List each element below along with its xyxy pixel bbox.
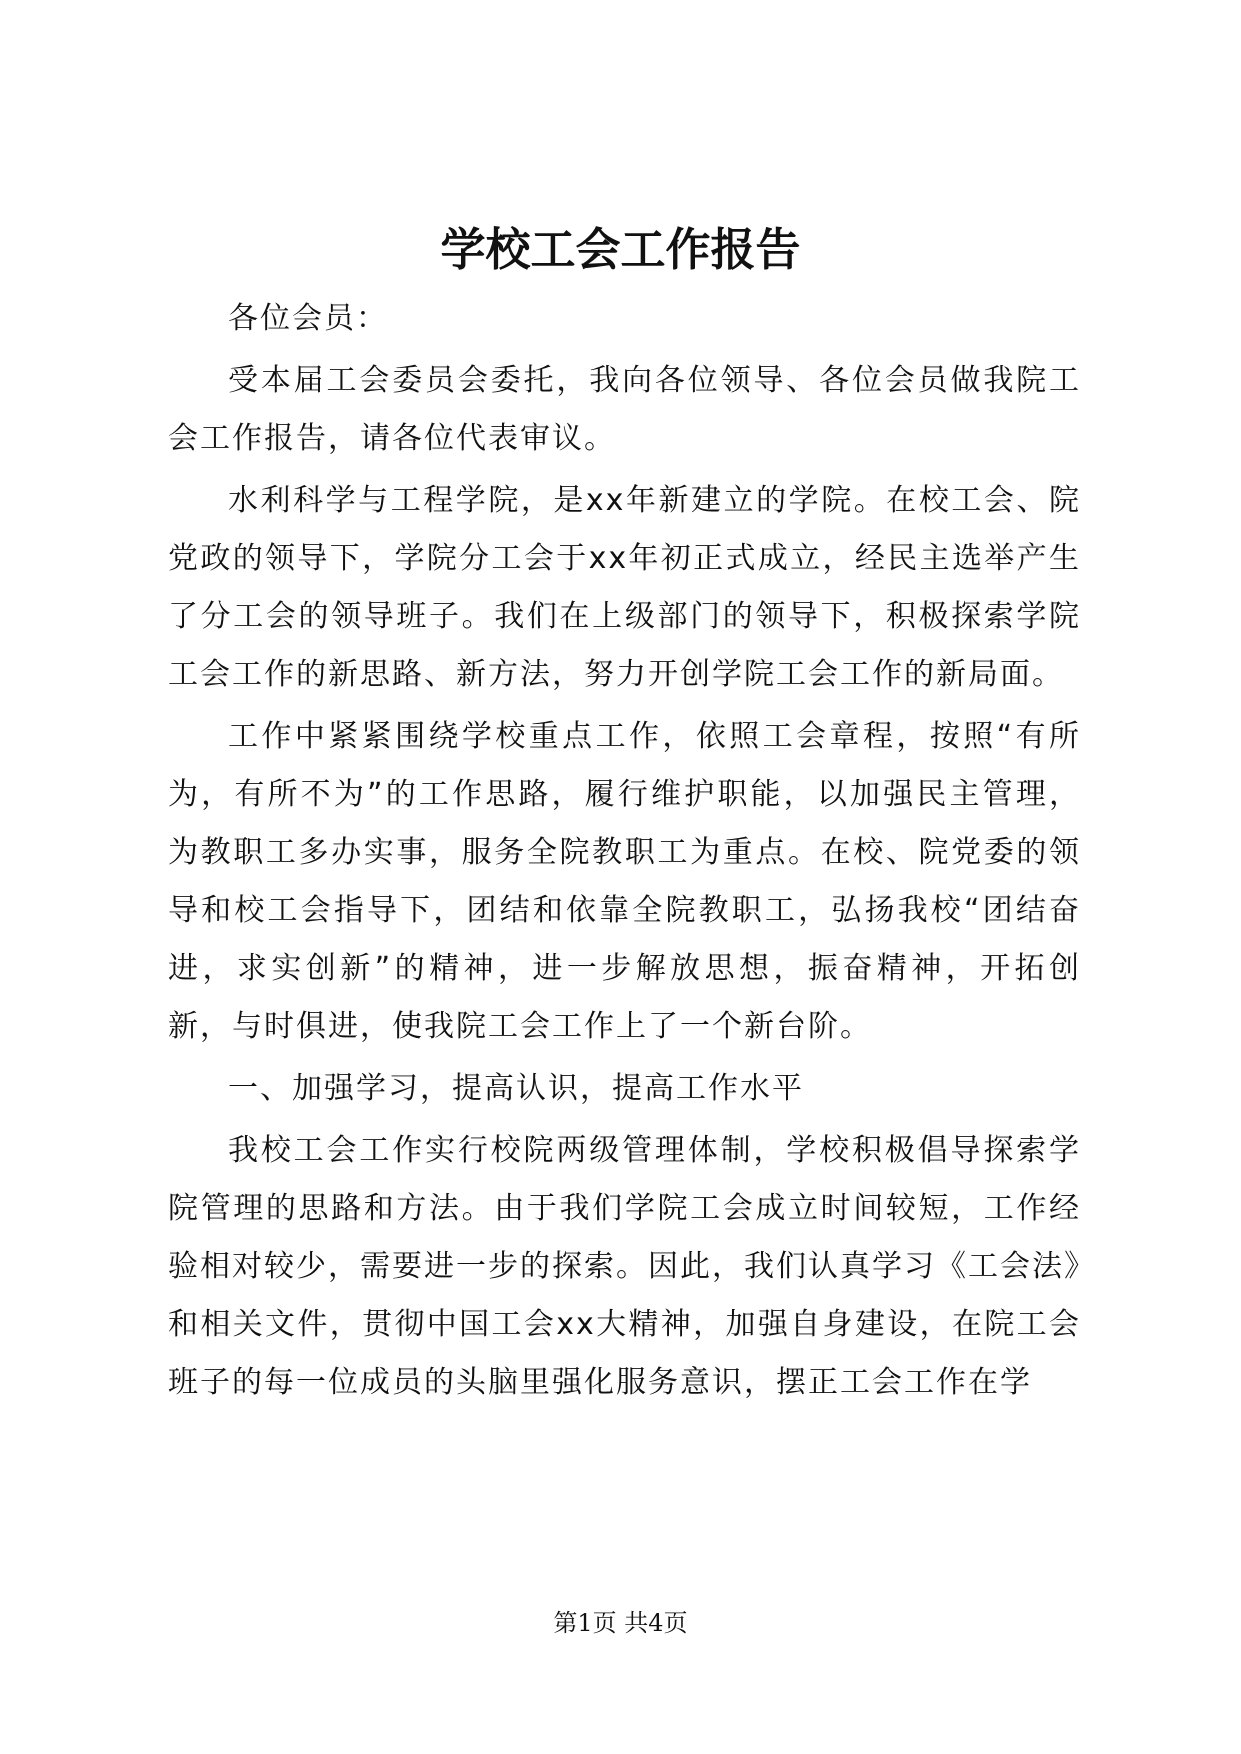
salutation: 各位会员： (228, 301, 388, 336)
document-title: 学校工会工作报告 (440, 223, 801, 276)
paragraph: 受本届工会委员会委托，我向各位领导、各位会员做我院工会工作报告，请各位代表审议。 (168, 363, 1081, 456)
paragraph: 我校工会工作实行校院两级管理体制，学校积极倡导探索学院管理的思路和方法。由于我们学院工会成立时间较短，工作经验相对较少，需要进一步的探索。因此，我们认真学习《工会法》和相关文件，贯彻中国工会xx大精神，加强自身建设，在院工会班子的每一位成员的头脑里强化服务意识，摆正工会工作在学 (168, 1133, 1081, 1400)
page-number: 第1页 共4页 (553, 1609, 688, 1637)
section-heading: 一、加强学习，提高认识，提高工作水平 (228, 1071, 804, 1106)
document-body (168, 290, 1081, 1416)
page-footer (0, 1608, 1241, 1638)
paragraph: 工作中紧紧围绕学校重点工作，依照工会章程，按照“有所为，有所不为”的工作思路，履行维护职能，以加强民主管理，为教职工多办实事，服务全院教职工为重点。在校、院党委的领导和校工会指导下，团结和依靠全院教职工，弘扬我校“团结奋进，求实创新”的精神，进一步解放思想，振奋精神，开拓创新，与时俱进，使我院工会工作上了一个新台阶。 (168, 719, 1081, 1044)
paragraph: 水利科学与工程学院，是xx年新建立的学院。在校工会、院党政的领导下，学院分工会于xx年初正式成立，经民主选举产生了分工会的领导班子。我们在上级部门的领导下，积极探索学院工会工作的新思路、新方法，努力开创学院工会工作的新局面。 (168, 483, 1081, 692)
